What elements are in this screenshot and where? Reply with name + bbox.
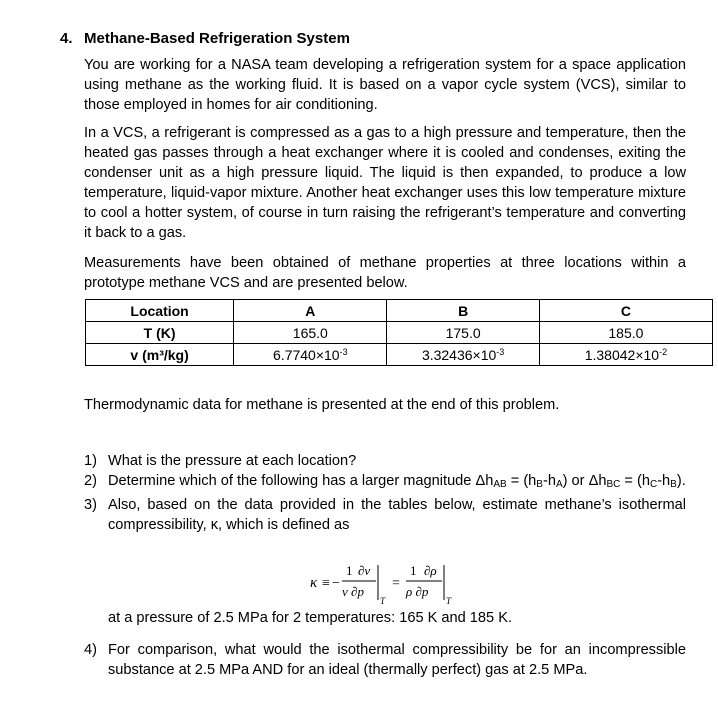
table-cell: $1.38042\times 10^{-2}$ xyxy=(539,344,712,366)
table-header-cell: C xyxy=(539,300,712,322)
methane-properties-table xyxy=(85,299,713,366)
table-row-label: T (K) xyxy=(86,322,234,344)
list-item xyxy=(84,640,686,680)
table-row-label xyxy=(86,344,234,366)
question-text: What is the pressure at each location? xyxy=(108,453,357,469)
table-cell: 185.0 xyxy=(539,322,712,344)
table-header-cell: B xyxy=(387,300,539,322)
formula-equals: = xyxy=(392,576,400,591)
question-number: 4) xyxy=(84,642,97,658)
table-row xyxy=(86,322,713,344)
question-text: Determine which of the following has a larger magnitude $\Delta h_{AB} = (h_B-h_A)$ or $\Delta h_{BC} = (h_C-h_B)$. xyxy=(108,473,686,490)
problem-heading xyxy=(60,30,350,47)
question-list xyxy=(84,451,686,535)
formula-one-2: 1 xyxy=(410,563,417,578)
table-cell: 165.0 xyxy=(234,322,387,344)
question-text: Also, based on the data provided in the tables below, estimate methane’s isothermal compressibility, κ, which is defined as xyxy=(108,497,686,533)
intro-paragraph: You are working for a NASA team developing a refrigeration system for a space application using methane as the working fluid. It is based on a vapor cycle system (VCS), similar to those employed in homes for air conditioning. xyxy=(84,57,686,113)
specific-volume-label: v (m³/kg) xyxy=(130,346,189,363)
question-4 xyxy=(84,640,686,680)
formula-dv: ∂v xyxy=(358,563,371,578)
formula-sub-t: T xyxy=(380,596,386,606)
table-header-cell: Location xyxy=(86,300,234,322)
formula-vdp: v ∂p xyxy=(342,584,364,599)
formula-drho: ∂ρ xyxy=(424,563,437,578)
list-item xyxy=(84,471,686,495)
table-cell: 175.0 xyxy=(387,322,539,344)
table-header-cell: A xyxy=(234,300,387,322)
formula-minus: − xyxy=(332,576,340,591)
question-text: For comparison, what would the isothermal compressibility be for an incompressible substance at 2.5 MPa AND for an ideal (thermally perfect) gas at 2.5 MPa. xyxy=(108,642,686,678)
question-number: 1) xyxy=(84,453,97,469)
thermo-data-note: Thermodynamic data for methane is presented at the end of this problem. xyxy=(84,397,560,413)
question-list-continued xyxy=(84,640,686,680)
formula-kappa: κ xyxy=(310,575,318,591)
table-header-row xyxy=(86,300,713,322)
measurements-paragraph: Measurements have been obtained of methane properties at three locations within a prototype methane VCS and are presented below. xyxy=(84,255,686,291)
formula-sub-t-2: T xyxy=(446,596,452,606)
table-cell: $3.32436\times 10^{-3}$ xyxy=(387,344,539,366)
formula-rhodp: ρ ∂p xyxy=(406,584,429,599)
problem-title: Methane-Based Refrigeration System xyxy=(84,30,350,47)
formula-one: 1 xyxy=(346,563,353,578)
compressibility-formula xyxy=(300,562,480,612)
vcs-description-paragraph: In a VCS, a refrigerant is compressed as a gas to a high pressure and temperature, then the heated gas passes through a heat exchanger where it is cooled and condenses, exiting the condenser unit as a high pressure liquid. The liquid is then expanded, to produce a low temperature, liquid-vapor mixture. Another heat exchanger uses this low temperature mixture to cool a hotter system, of course in turn raising the refrigerant’s temperature and converting it back to a gas. xyxy=(84,125,686,241)
question-number: 3) xyxy=(84,497,97,513)
table-cell: $6.7740\times 10^{-3}$ xyxy=(234,344,387,366)
list-item xyxy=(84,495,686,535)
list-item xyxy=(84,451,686,471)
table-row xyxy=(86,344,713,366)
question-3-continuation: at a pressure of 2.5 MPa for 2 temperatures: 165 K and 185 K. xyxy=(108,610,512,626)
question-number: 2) xyxy=(84,473,97,489)
problem-number: 4. xyxy=(60,30,73,47)
formula-equiv: ≡ xyxy=(322,576,330,591)
